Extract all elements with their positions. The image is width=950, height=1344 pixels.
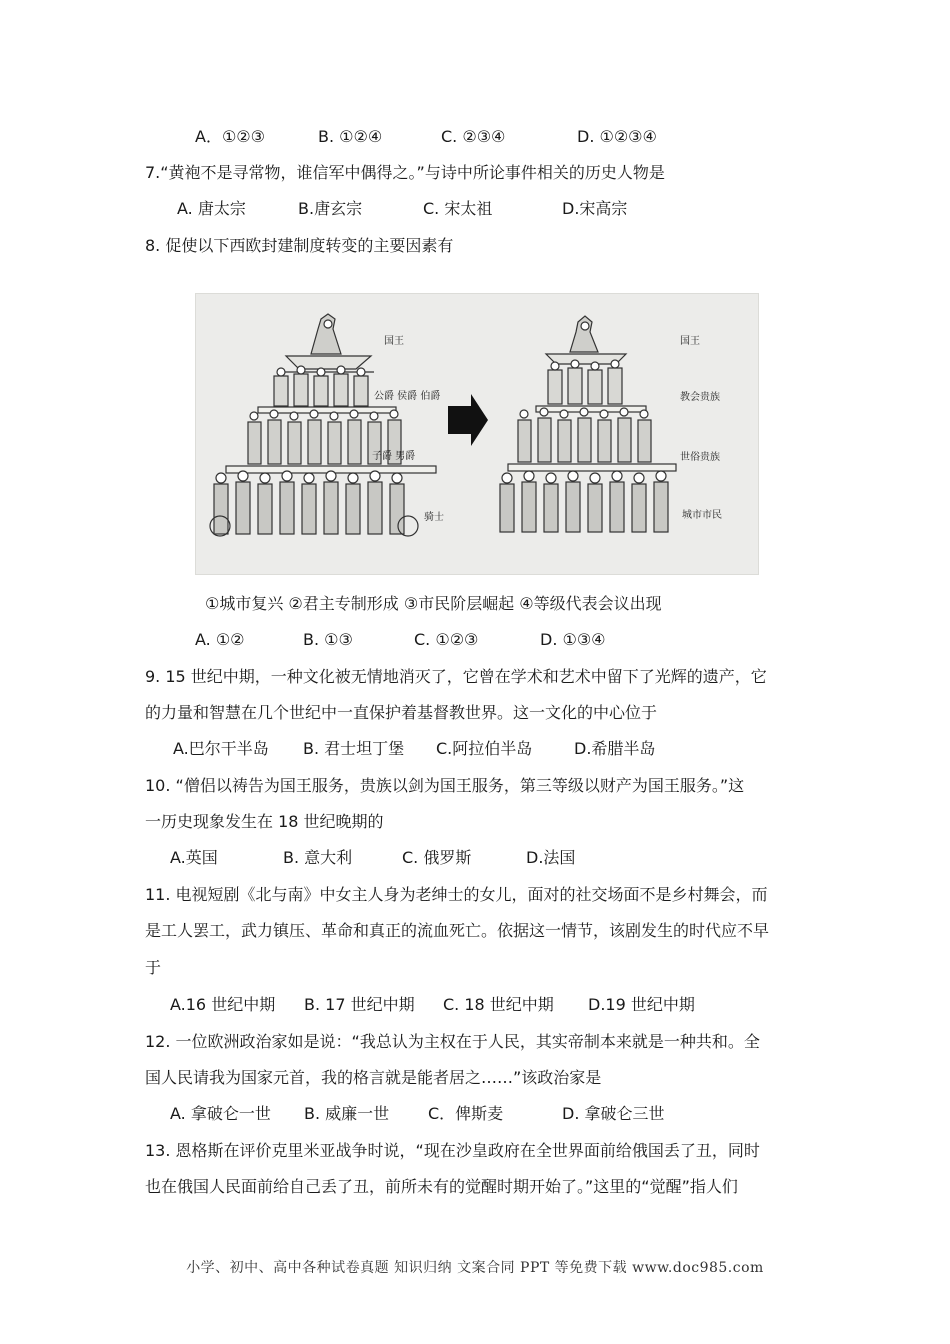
q10-stem-line-2: 一历史现象发生在 18 世纪晚期的 <box>145 812 384 831</box>
q6-option-b: B. ①②④ <box>318 127 383 146</box>
right-pyramid <box>500 316 676 532</box>
q9-option-d: D.希腊半岛 <box>574 739 656 758</box>
q8-stem: 8. 促使以下西欧封建制度转变的主要因素有 <box>145 236 454 255</box>
feudal-pyramid-figure <box>195 293 759 575</box>
q7-option-b: B.唐玄宗 <box>298 199 363 218</box>
q8-option-b: B. ①③ <box>303 630 353 649</box>
q7-option-c: C. 宋太祖 <box>423 199 493 218</box>
q12-option-c: C．俾斯麦 <box>428 1104 504 1123</box>
q11-option-b: B. 17 世纪中期 <box>304 995 415 1014</box>
left-label-viscounts: 子爵 男爵 <box>372 451 416 462</box>
q10-option-c: C. 俄罗斯 <box>402 848 472 867</box>
q9-option-b: B. 君士坦丁堡 <box>303 739 405 758</box>
q7-option-d: D.宋高宗 <box>562 199 628 218</box>
pyramid-illustration <box>196 294 758 574</box>
page-footer: 小学、初中、高中各种试卷真题 知识归纳 文案合同 PPT 等免费下载 www.doc985.com <box>186 1260 764 1276</box>
q13-stem-line-2: 也在俄国人民面前给自己丢了丑，前所未有的觉醒时期开始了。”这里的“觉醒”指人们 <box>145 1177 738 1196</box>
q12-option-b: B. 威廉一世 <box>304 1104 390 1123</box>
arrow-right-icon <box>448 394 488 446</box>
q11-option-d: D.19 世纪中期 <box>588 995 695 1014</box>
q13-stem-line-1: 13. 恩格斯在评价克里米亚战争时说，“现在沙皇政府在全世界面前给俄国丢了丑，同时 <box>145 1141 760 1160</box>
q9-stem-line-2: 的力量和智慧在几个世纪中一直保护着基督教世界。这一文化的中心位于 <box>145 703 658 722</box>
right-label-secular-nobles: 世俗贵族 <box>680 452 720 463</box>
q10-option-b: B. 意大利 <box>283 848 353 867</box>
q10-stem-line-1: 10. “僧侣以祷告为国王服务，贵族以剑为国王服务，第三等级以财产为国王服务。”这 <box>145 776 745 795</box>
q12-option-d: D. 拿破仑三世 <box>562 1104 665 1123</box>
q12-stem-line-1: 12. 一位欧洲政治家如是说：“我总认为主权在于人民，其实帝制本来就是一种共和。全 <box>145 1032 760 1051</box>
q11-stem-line-2: 是工人罢工，武力镇压、革命和真正的流血死亡。依据这一情节，该剧发生的时代应不早 <box>145 921 770 940</box>
q7-option-a: A. 唐太宗 <box>177 199 246 218</box>
q7-stem: 7.“黄袍不是寻常物，谁信军中偶得之。”与诗中所论事件相关的历史人物是 <box>145 163 665 182</box>
q8-statements: ①城市复兴 ②君主专制形成 ③市民阶层崛起 ④等级代表会议出现 <box>205 594 662 613</box>
q10-option-a: A.英国 <box>170 848 218 867</box>
q9-stem-line-1: 9. 15 世纪中期，一种文化被无情地消灭了，它曾在学术和艺术中留下了光辉的遗产，它 <box>145 667 767 686</box>
q11-stem-line-3: 于 <box>145 958 162 977</box>
left-label-king: 国王 <box>384 336 404 347</box>
q11-option-c: C. 18 世纪中期 <box>443 995 554 1014</box>
q8-option-d: D. ①③④ <box>540 630 606 649</box>
left-pyramid <box>210 314 436 536</box>
right-label-king: 国王 <box>680 336 700 347</box>
q6-option-d: D. ①②③④ <box>577 127 657 146</box>
q9-option-c: C.阿拉伯半岛 <box>436 739 533 758</box>
right-label-burghers: 城市市民 <box>682 510 722 521</box>
left-label-knights: 骑士 <box>424 512 444 523</box>
q12-stem-line-2: 国人民请我为国家元首，我的格言就是能者居之……”该政治家是 <box>145 1068 602 1087</box>
q8-option-a: A. ①② <box>195 630 245 649</box>
q9-option-a: A.巴尔干半岛 <box>173 739 269 758</box>
q10-option-d: D.法国 <box>526 848 576 867</box>
q12-option-a: A. 拿破仑一世 <box>170 1104 271 1123</box>
q11-option-a: A.16 世纪中期 <box>170 995 276 1014</box>
right-label-clergy: 教会贵族 <box>680 392 720 403</box>
q6-option-c: C. ②③④ <box>441 127 506 146</box>
q11-stem-line-1: 11. 电视短剧《北与南》中女主人身为老绅士的女儿，面对的社交场面不是乡村舞会，而 <box>145 885 768 904</box>
left-label-dukes: 公爵 侯爵 伯爵 <box>374 391 441 402</box>
q8-option-c: C. ①②③ <box>414 630 479 649</box>
q6-option-a: A．①②③ <box>195 127 265 146</box>
